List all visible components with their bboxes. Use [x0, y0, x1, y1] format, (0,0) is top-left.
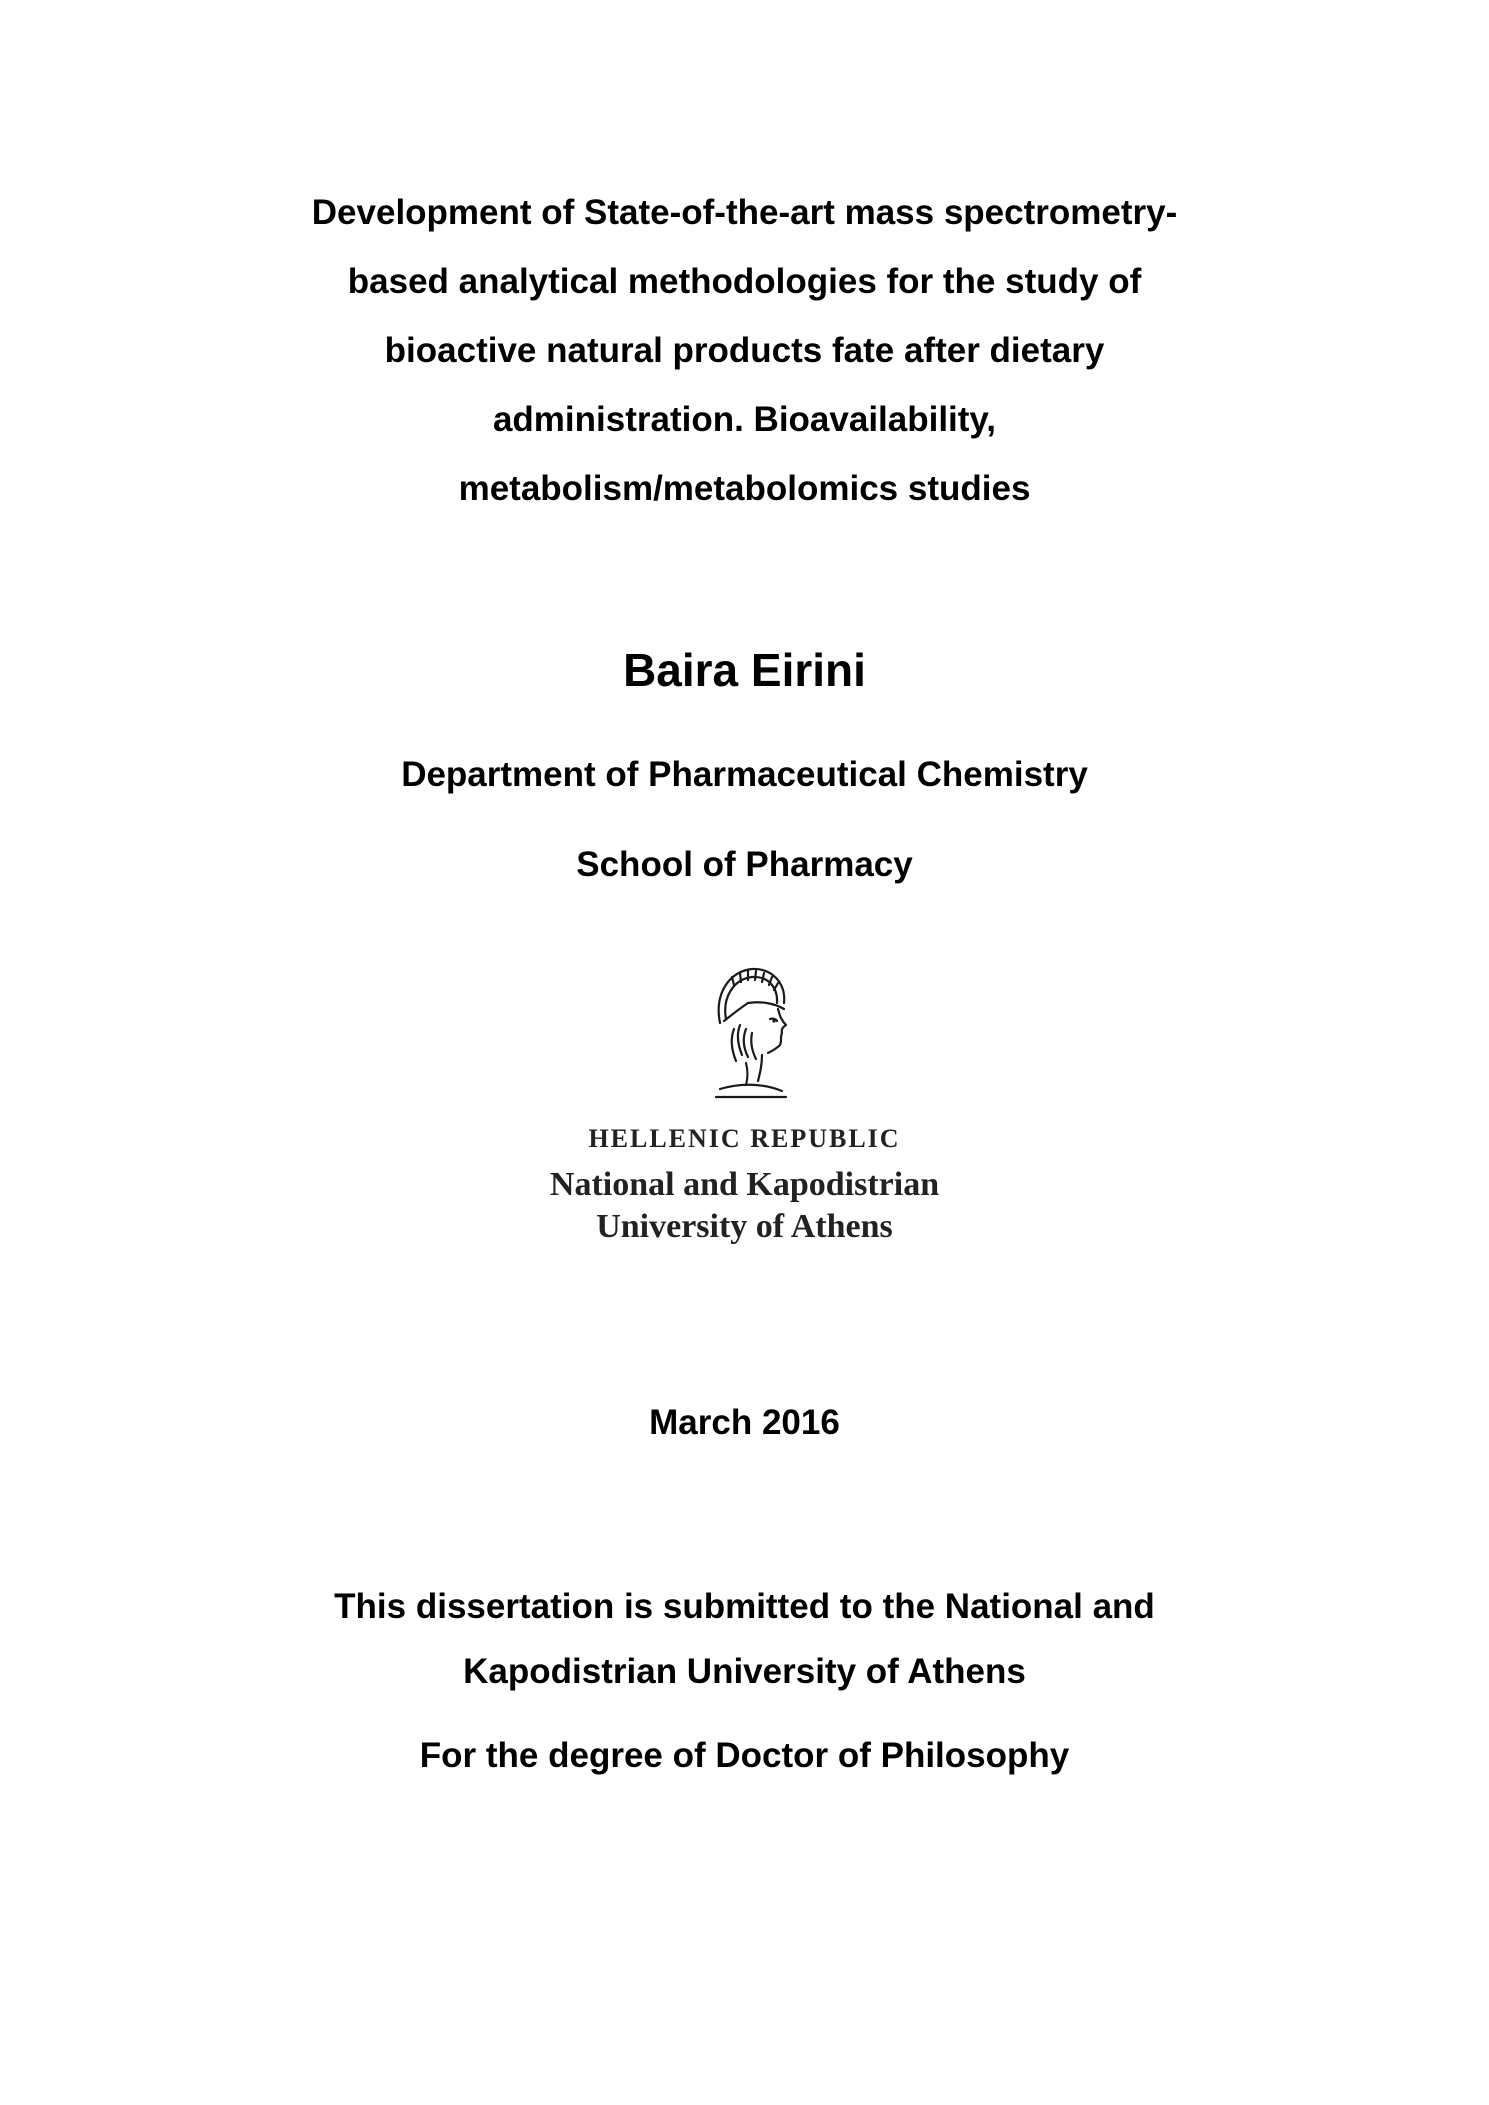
submission-date: March 2016 — [649, 1403, 840, 1442]
degree-statement: For the degree of Doctor of Philosophy — [419, 1736, 1070, 1775]
thesis-title — [0, 178, 1489, 523]
university-name-line: National and Kapodistrian — [549, 1166, 940, 1203]
submission-statement — [0, 1574, 1489, 1704]
department-name: Department of Pharmaceutical Chemistry — [401, 755, 1088, 794]
thesis-title-line: bioactive natural products fate after dietary — [384, 331, 1105, 370]
thesis-title-line: administration. Bioavailability, — [492, 400, 997, 439]
author-name: Baira Eirini — [623, 644, 866, 696]
submission-statement-line: This dissertation is submitted to the National and — [334, 1587, 1155, 1626]
submission-statement-line: Kapodistrian University of Athens — [463, 1652, 1026, 1691]
school-name: School of Pharmacy — [576, 845, 913, 884]
university-name — [0, 1164, 1489, 1248]
republic-label: HELLENIC REPUBLIC — [588, 1124, 901, 1153]
university-name-line: University of Athens — [596, 1208, 893, 1245]
thesis-title-line: based analytical methodologies for the study of — [347, 262, 1142, 301]
thesis-title-line: Development of State-of-the-art mass spectrometry- — [311, 193, 1178, 232]
thesis-title-line: metabolism/metabolomics studies — [458, 469, 1031, 508]
athena-head-logo-icon — [690, 963, 800, 1103]
